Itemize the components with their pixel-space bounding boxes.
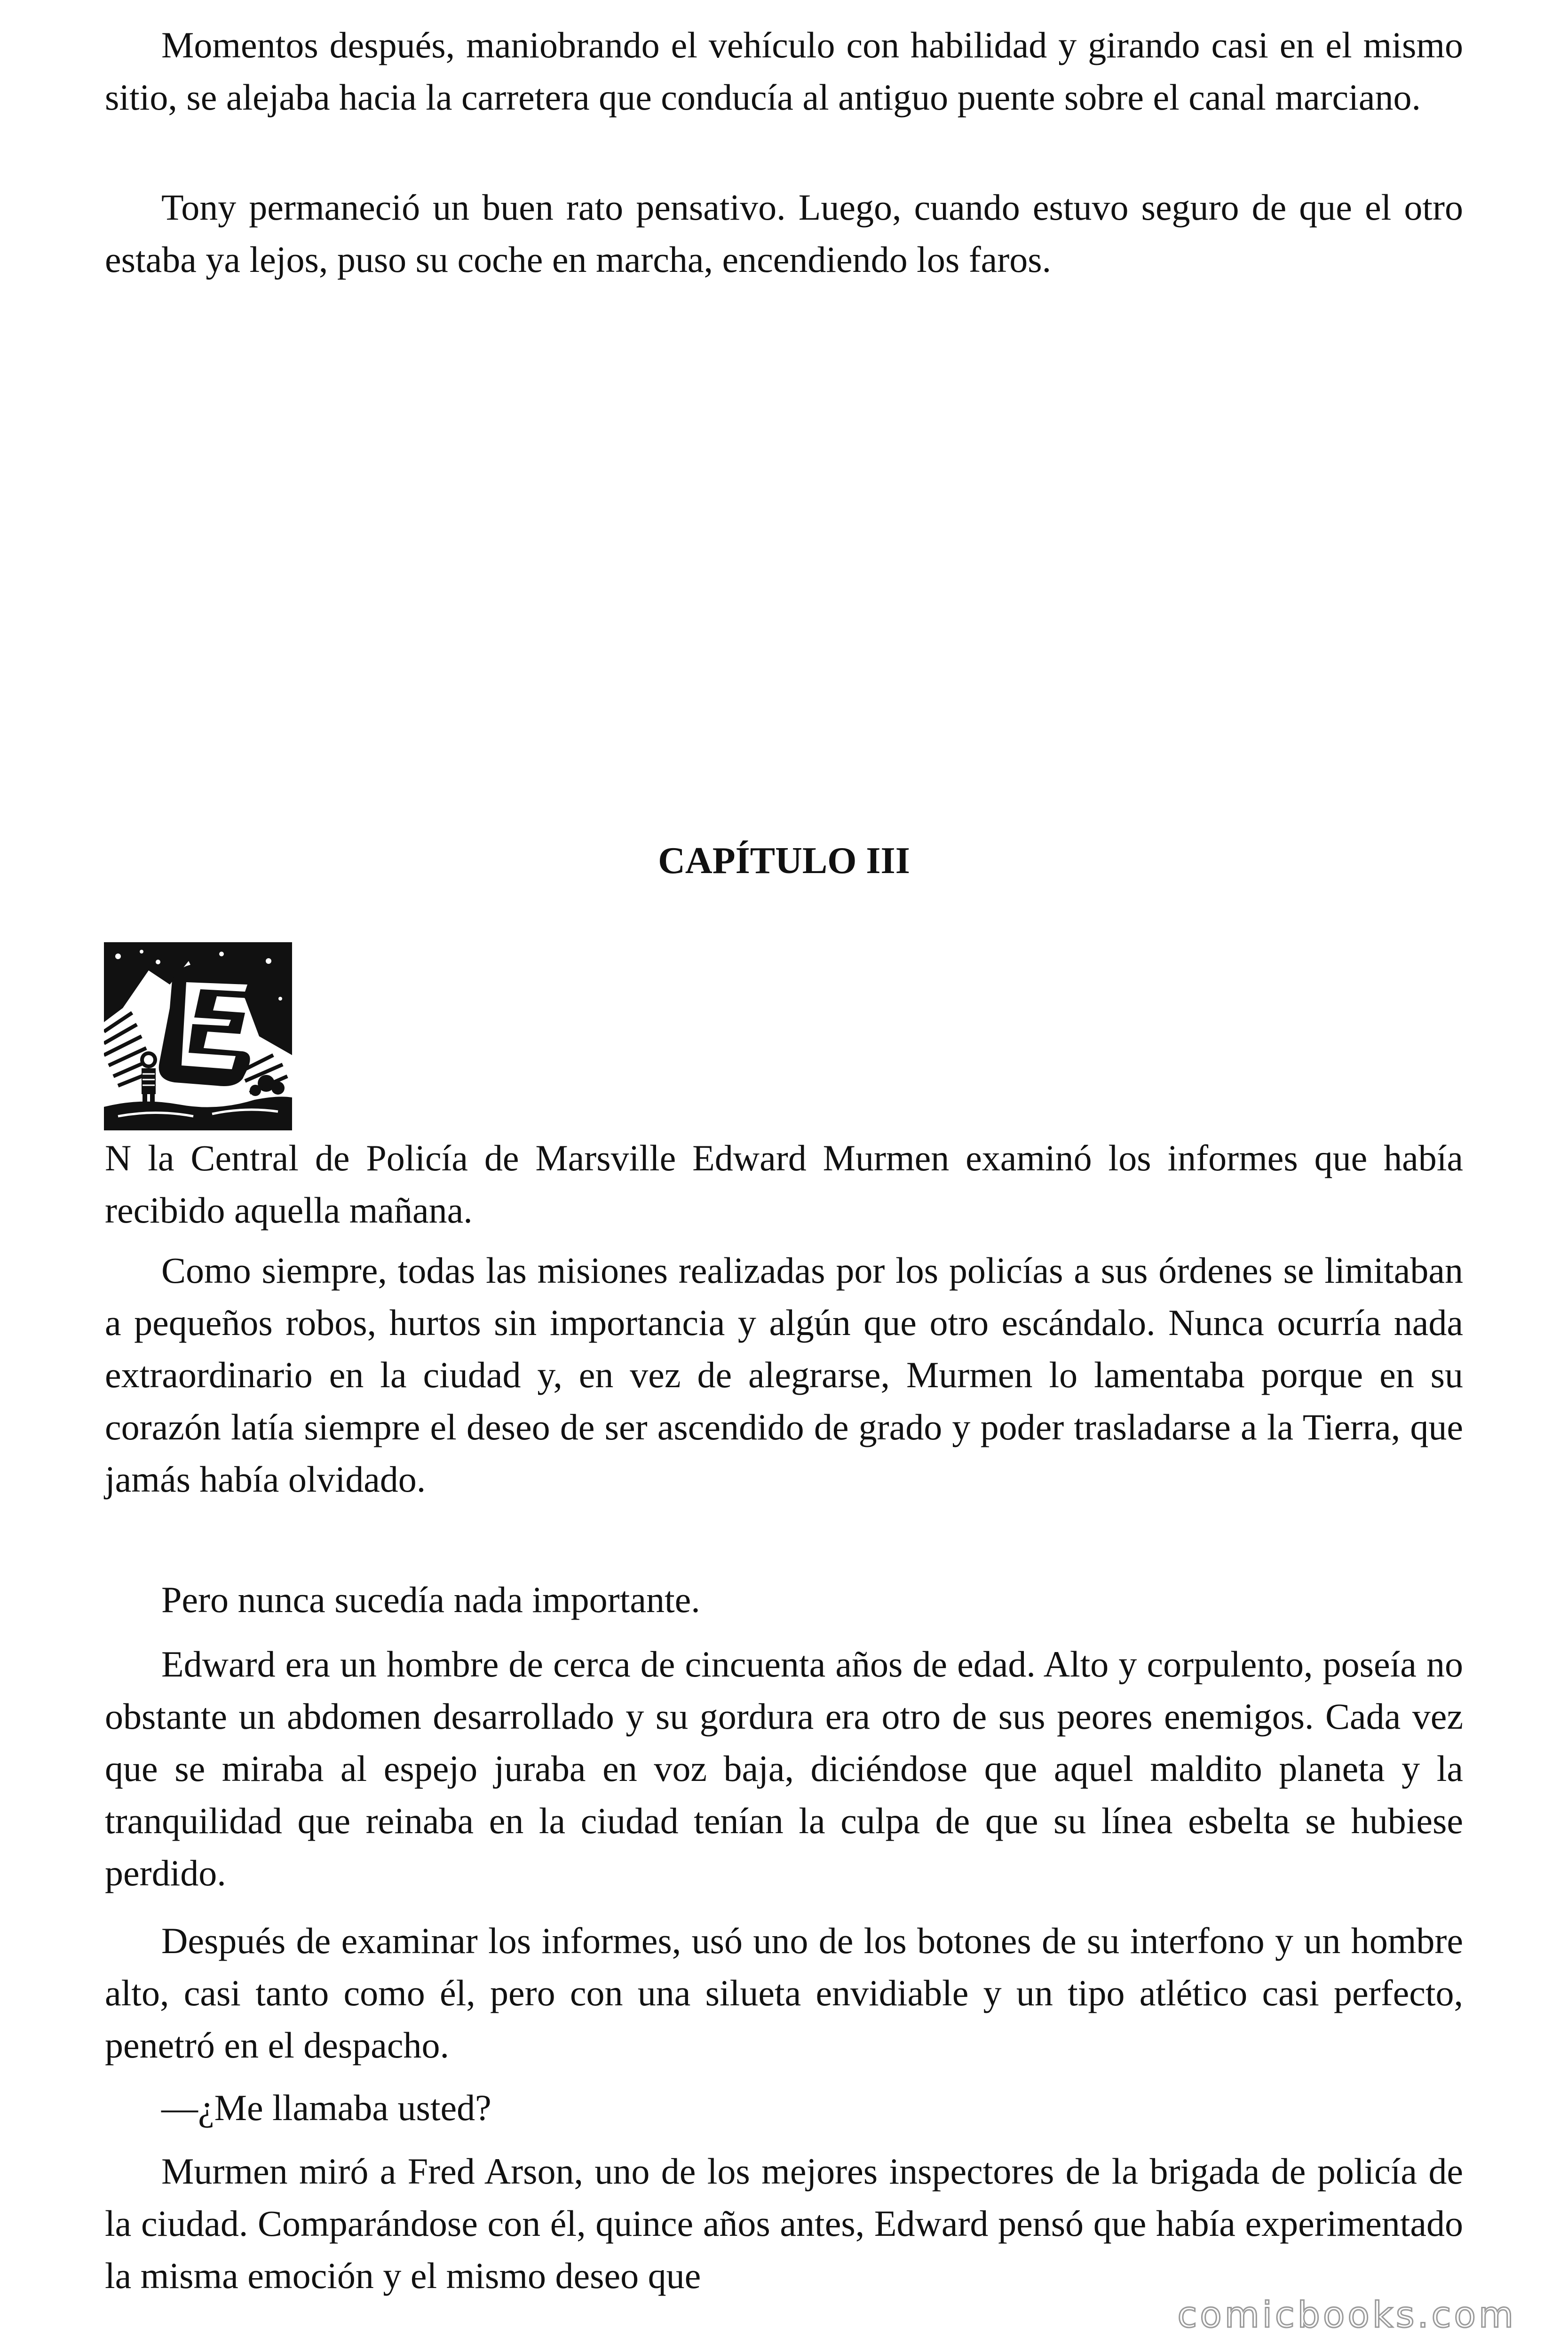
chapter-title: CAPÍTULO III — [658, 840, 910, 882]
paragraph-4: Como siempre, todas las misiones realizadas por los policías a sus órdenes se limitaban a pequeños robos, hurtos sin importancia y algún que otro escándalo. Nunca ocurría nada extraordinario en la ciudad y, en vez de alegrarse, Murmen lo lamentaba porque en su corazón latía siempre el deseo de ser ascendido de grado y poder trasladarse a la Tierra, que jamás había olvidado. — [105, 1250, 1463, 1500]
paragraph-2: Tony permaneció un buen rato pensativo. Luego, cuando estuvo seguro de que el otro estaba ya lejos, puso su coche en marcha, encendiendo los faros. — [105, 187, 1463, 280]
paragraph-6: Edward era un hombre de cerca de cincuenta años de edad. Alto y corpulento, poseía no obstante un abdomen desarrollado y su gordura era otro de sus peores enemigos. Cada vez que se miraba al espejo juraba en voz baja, diciéndose que aquel maldito planeta y la tranquilidad que reinaba en la ciudad tenían la culpa de que su línea esbelta se hubiese perdido. — [105, 1644, 1463, 1893]
paragraph-9: Murmen miró a Fred Arson, uno de los mejores inspectores de la brigada de policía de la ciudad. Comparándose con él, quince años antes, Edward pensó que había experimentado la misma emoción y el mismo deseo que — [105, 2151, 1463, 2296]
paragraph-7: Después de examinar los informes, usó uno de los botones de su interfono y un hombre alto, casi tanto como él, pero con una silueta envidiable y un tipo atlético casi perfecto, penetró en el despacho. — [105, 1920, 1463, 2066]
paragraph-5: Pero nunca sucedía nada importante. — [161, 1579, 700, 1620]
watermark: comicbooks.com — [1177, 2294, 1516, 2336]
drop-cap-e-icon — [104, 942, 292, 1130]
paragraph-8: —¿Me llamaba usted? — [161, 2087, 491, 2128]
paragraph-1: Momentos después, maniobrando el vehículo con habilidad y girando casi en el mismo sitio, se alejaba hacia la carretera que conducía al antiguo puente sobre el canal marciano. — [105, 24, 1463, 118]
paragraph-3: N la Central de Policía de Marsville Edward Murmen examinó los informes que había recibido aquella mañana. — [105, 1137, 1463, 1231]
drop-cap-illustration — [104, 942, 292, 1130]
